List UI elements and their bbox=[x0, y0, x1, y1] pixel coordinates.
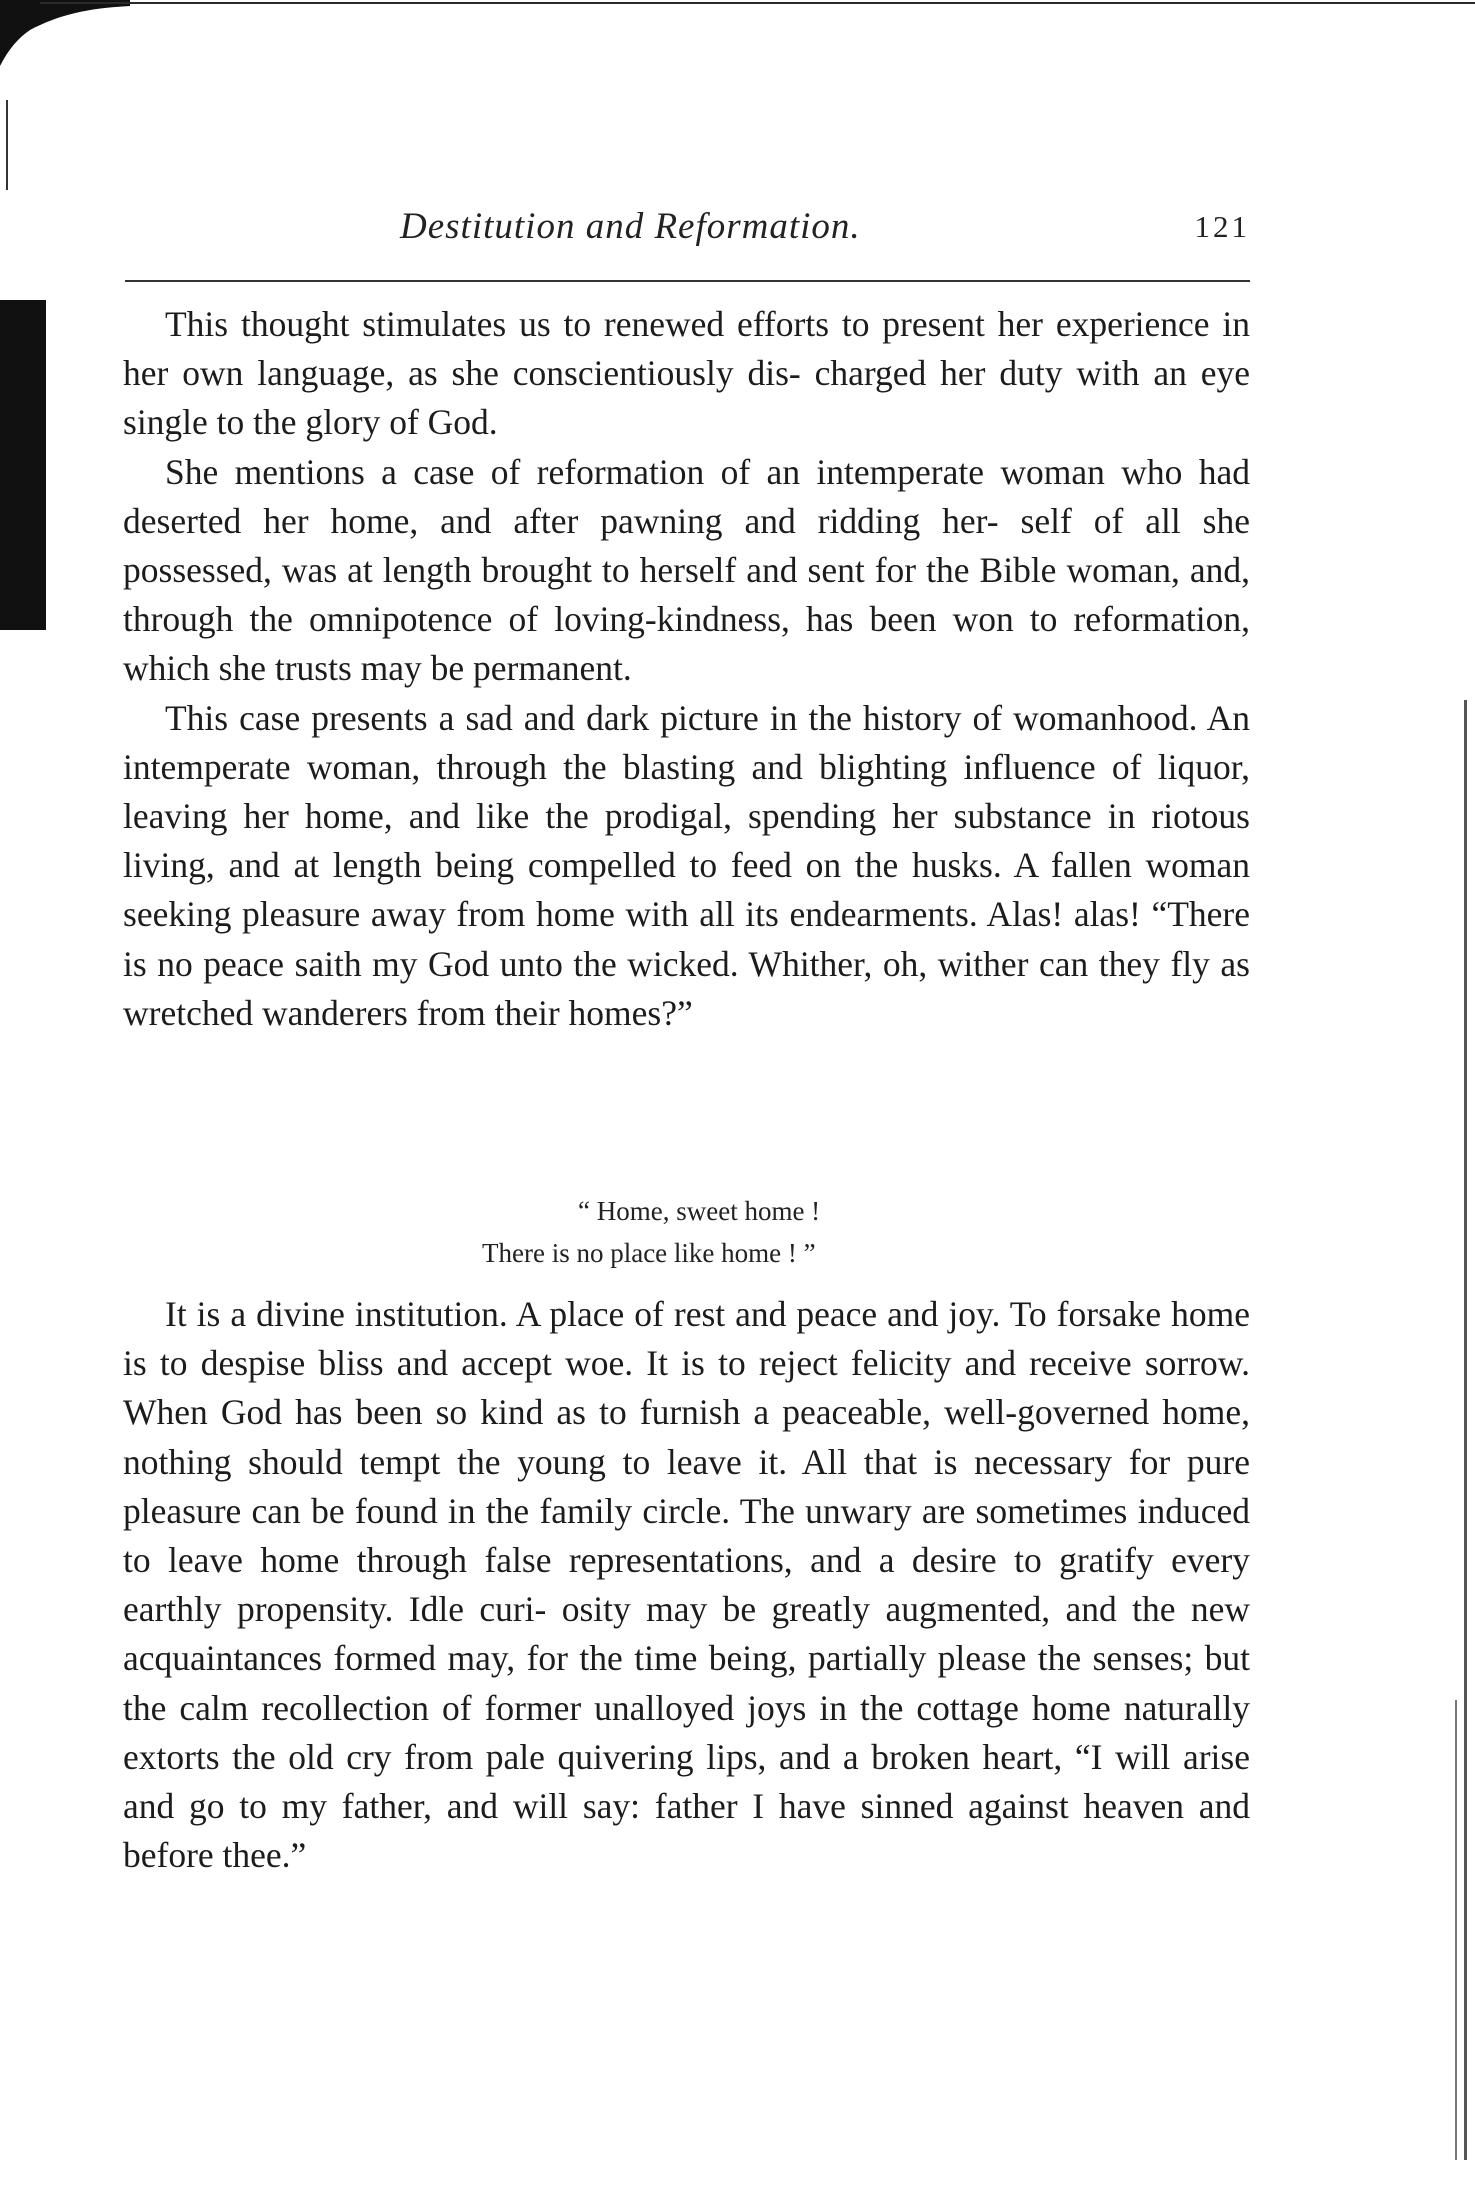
paragraph: It is a divine institution. A place of rest and peace and joy. To forsake home is to despise bliss and accept woe. It is to reject felicity and receive sorrow. When God has been so kind as to furnish a peaceable, well-governed home, nothing should tempt the young to leave it. All that is necessary for pure pleasure can be found in the family circle. The unwary are sometimes induced to leave home through false representations, and a desire to gratify every earthly propensity. Idle curi- osity may be greatly augmented, and the new acquaintances formed may, for the time being, partially please the senses; but the calm recollection of former unalloyed joys in the cottage home naturally extorts the old cry from pale quivering lips, and a broken heart, “I will arise and go to my father, and will say: father I have sinned against heaven and before thee.” bbox=[123, 1294, 1250, 1876]
paragraph: This case presents a sad and dark picture in the history of womanhood. An intemperate woman, through the blasting and blighting influence of liquor, leaving her home, and like the prodigal, spending her substance in riotous living, and at length being compelled to feed on the husks. A fallen woman seeking pleasure away from home with all its endearments. Alas! alas! “There is no peace saith my God unto the wicked. Whither, oh, wither can they fly as wretched wanderers from their homes?” bbox=[123, 697, 1250, 1033]
header-rule bbox=[125, 280, 1250, 282]
paragraph: This thought stimulates us to renewed efforts to present her experience in her own language, as she conscientiously dis- charged her duty with an eye single to the glory of God. bbox=[123, 304, 1250, 443]
scan-top-edge bbox=[40, 2, 1475, 4]
page-number: 121 bbox=[1194, 209, 1250, 244]
scan-right-edge-line-inner bbox=[1455, 1700, 1457, 2160]
verse-line: “ Home, sweet home ! bbox=[578, 1196, 821, 1226]
verse-line: There is no place like home ! ” bbox=[482, 1238, 816, 1268]
body-text bbox=[123, 300, 1250, 1038]
body-text-continued bbox=[123, 1290, 1250, 1880]
page-header bbox=[125, 205, 1250, 255]
scan-left-edge-line bbox=[6, 100, 8, 190]
scan-corner-mark bbox=[0, 0, 130, 70]
scan-right-edge-line bbox=[1464, 700, 1467, 2160]
paragraph: She mentions a case of reformation of an intemperate woman who had deserted her home, and after pawning and ridding her- self of all she possessed, was at length brought to herself and sent for the Bible woman, and, through the omnipotence of loving-kindness, has been won to reformation, which she trusts may be permanent. bbox=[123, 451, 1250, 689]
running-title: Destitution and Reformation. bbox=[400, 206, 861, 247]
scan-left-edge-shadow bbox=[0, 300, 46, 630]
